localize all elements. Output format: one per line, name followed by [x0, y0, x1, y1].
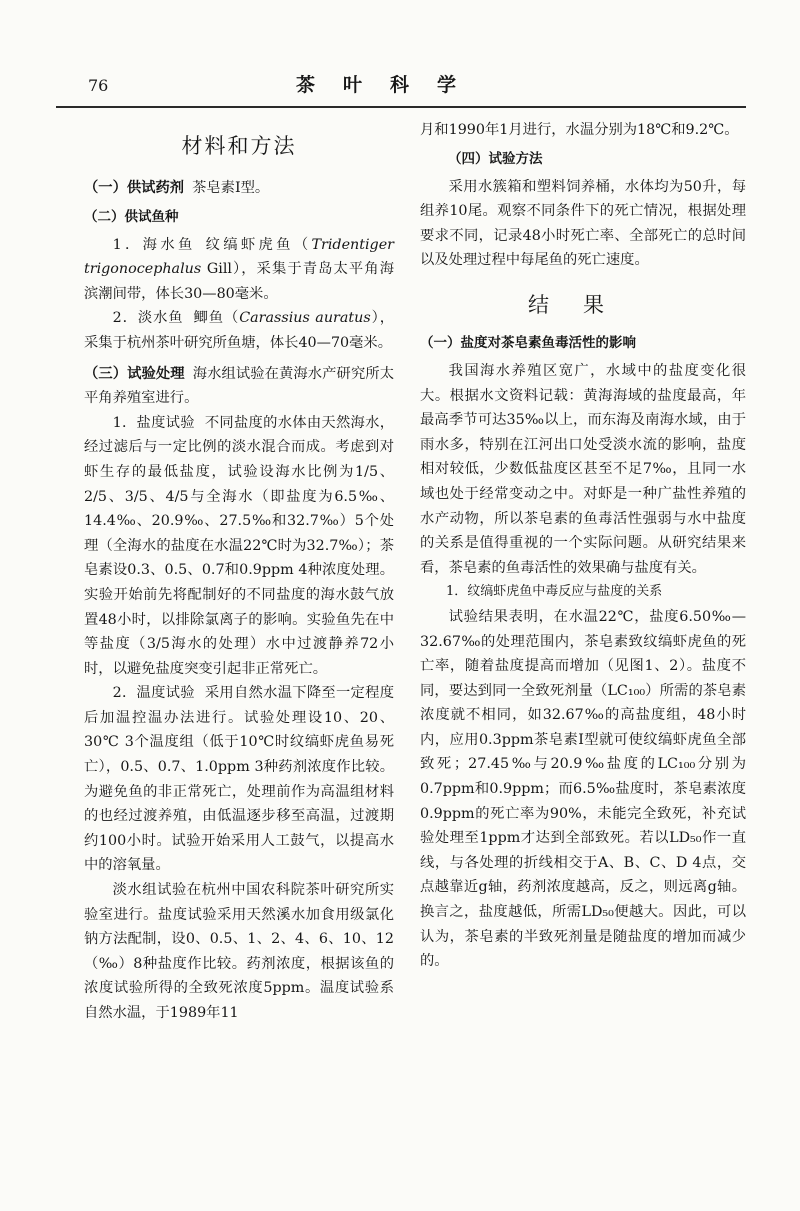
result-subheading-1: 1．纹缟虾虎鱼中毒反应与盐度的关系 [446, 584, 663, 600]
para-fish-1 [84, 233, 394, 307]
fish-2-name: 鲫鱼（ [193, 310, 240, 327]
section-title-methods: 材料和方法 [181, 134, 297, 158]
item-treatment-heading: （三）试验处理 [84, 365, 185, 382]
fish-1-label: 1．海水鱼 [112, 236, 196, 253]
item-reagent [84, 176, 394, 201]
fish-2-label: 2．淡水鱼 [112, 310, 184, 327]
fish-1-name: 纹缟虾虎鱼（ [205, 236, 312, 253]
item-reagent-heading: （一）供试药剂 [84, 180, 185, 196]
result-1-heading: （一）盐度对茶皂素鱼毒活性的影响 [420, 334, 636, 351]
journal-title: 茶叶科学 [296, 74, 485, 96]
para-freshwater-test: 淡水组试验在杭州中国农科院茶叶研究所实验室进行。盐度试验采用天然溪水加食用级氯化钠方法配制，设0、0.5、1、2、4、6、10、12（‰）8种盐度作比较。药剂浓度，根据该鱼的浓度试验所得的全致死浓度5ppm。温度试验系自然水温，于1989年11 [84, 882, 394, 1021]
left-column [84, 118, 394, 1026]
temperature-test-label: 2．温度试验 [112, 685, 195, 702]
fish-2-sci-name: Carassius auratus [239, 310, 371, 327]
item-treatment-text: 海水组试验在黄海水产研究所太平角养殖室进行。 [84, 365, 395, 407]
para-method: 采用水簇箱和塑料饲养桶，水体均为50升，每组养10尾。观察不同条件下的死亡情况，根据处理要求不同，记录48小时死亡率、全部死亡的总时间以及处理过程中每尾鱼的死亡速度。 [420, 178, 746, 269]
item-reagent-text: 茶皂素Ⅰ型。 [192, 180, 270, 196]
right-column [420, 118, 746, 974]
section-title-results: 结果 [528, 292, 638, 317]
salinity-test-label: 1．盐度试验 [112, 414, 195, 431]
para-salinity-test [84, 411, 394, 682]
item-treatment [84, 362, 394, 411]
para-continuation: 月和1990年1月进行，水温分别为18℃和9.2℃。 [420, 122, 739, 138]
fish-1-sci-name: Tridentiger trigonocephalus [84, 236, 394, 278]
item-method-heading: （四）试验方法 [448, 150, 543, 167]
para-fish-2 [84, 306, 394, 355]
item-fish-heading: （二）供试鱼种 [84, 208, 179, 225]
fish-1-rest: Gill），采集于青岛太平角海滨潮间带，体长30—80毫米。 [84, 261, 394, 302]
page-header [56, 66, 746, 106]
para-result-intro: 我国海水养殖区宽广，水域中的盐度变化很大。根据水文资料记载：黄海海域的盐度最高，年最高季节可达35‰以上，而东海及南海水域，由于雨水多，特别在江河出口处受淡水流的影响，盐度相对较低，少数低盐度区甚至不足7‰，且同一水域也处于经常变动之中。对虾是一种广盐性养殖的水产动物，所以茶皂素的鱼毒活性强弱与水中盐度的关系是值得重视的一个实际问题。从研究结果来看，茶皂素的鱼毒活性的效果确与盐度有关。 [420, 362, 746, 576]
salinity-test-text: 不同盐度的水体由天然海水，经过滤后与一定比例的淡水混合而成。考虑到对虾生存的最低盐度，试验设海水比例为1/5、2/5、3/5、4/5与全海水（即盐度为6.5‰、14.4‰、20.9‰、27.5‰和32.7‰）5个处理（全海水的盐度在水温22℃时为32.7‰）；茶皂素设0.3、0.5、0.7和0.9ppm 4种浓度处理。实验开始前先将配制好的不同盐度的海水鼓气放置48小时，以排除氯离子的影响。实验鱼先在中等盐度（3/5海水的处理）水中过渡静养72小时，以避免盐度突变引起非正常死亡。 [84, 414, 394, 677]
header-rule [56, 106, 746, 108]
temperature-test-text: 采用自然水温下降至一定程度后加温控温办法进行。试验处理设10、20、30℃ 3个温度组（低于10℃时纹缟虾虎鱼易死亡），0.5、0.7、1.0ppm 3种药剂浓度作比较。为避免鱼的非正常死亡，处理前作为高温组材料的也经过渡养殖，由低温逐步移至高温，过渡期约100小时。试验开始采用人工鼓气，以提高水中的溶氧量。 [84, 685, 394, 874]
para-temperature-test [84, 681, 394, 878]
fish-2-rest: ），采集于杭州茶叶研究所鱼塘，体长40—70毫米。 [84, 310, 394, 351]
para-result-1: 试验结果表明，在水温22℃，盐度6.50‰—32.67‰的处理范围内，茶皂素致纹缟虾虎鱼的死亡率，随着盐度提高而增加（见图1、2）。盐度不同，要达到同一全致死剂量（LC₁₀₀）所需的茶皂素浓度就不相同，如32.67‰的高盐度组，48小时内，应用0.3ppm茶皂素Ⅰ型就可使纹缟虾虎鱼全部致死；27.45‰与20.9‰盐度的LC₁₀₀分别为0.7ppm和0.9ppm；而6.5‰盐度时，茶皂素浓度0.9ppm的死亡率为90%，未能完全致死，补充试验处理至1ppm才达到全部致死。若以LD₅₀作一直线，与各处理的折线相交于A、B、C、D 4点，交点越靠近g轴，药剂浓度越高，反之，则远离g轴。换言之，盐度越低，所需LD₅₀便越大。因此，可以认为，茶皂素的半致死剂量是随盐度的增加而减少的。 [420, 608, 746, 970]
page-number: 76 [88, 76, 109, 95]
